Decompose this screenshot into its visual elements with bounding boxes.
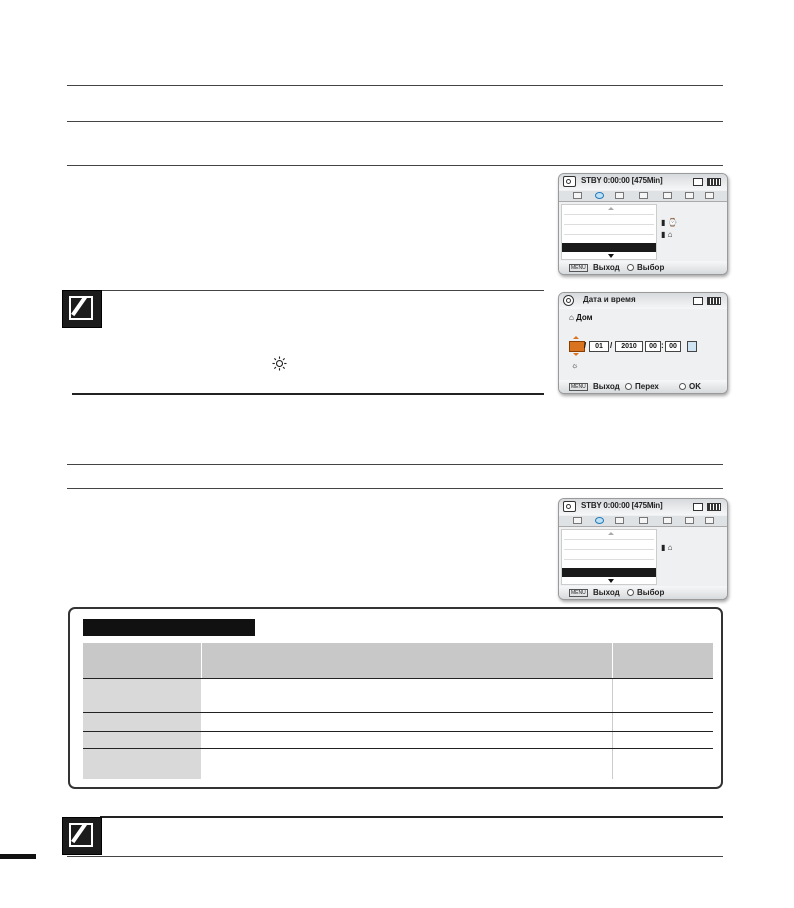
- memory-card-icon: [693, 297, 703, 305]
- tab-settings-icon[interactable]: [595, 192, 604, 199]
- menu-key[interactable]: MENU: [571, 265, 586, 271]
- tab-icon[interactable]: [573, 517, 582, 524]
- lcd-status-bar: [559, 499, 727, 515]
- select-label: Выбор: [637, 263, 665, 272]
- move-label: Перех: [635, 382, 659, 391]
- lcd-status-text: STBY 0:00:00 [475Min]: [581, 501, 663, 510]
- home-icon: ▮ ⌂: [661, 543, 673, 552]
- lcd-screen-date-time: Дата и время ⌂ Дом / 01 / 2010 00 : 00 ☼ MENU Выход Перех OK: [558, 292, 728, 394]
- row-key-cell: [83, 732, 202, 749]
- note2-rule-top: [100, 816, 723, 818]
- lcd-menu-list: [561, 529, 657, 585]
- home-icon: ▮ ⌂: [661, 230, 673, 239]
- exit-label: Выход: [593, 588, 620, 597]
- lcd-menu-tabs: [559, 516, 727, 527]
- home-icon: ⌂: [569, 313, 577, 322]
- lcd-screen-menu-2: [558, 498, 728, 600]
- tab-icon[interactable]: [685, 517, 694, 524]
- clock-icon: ▮ ⌚: [661, 218, 678, 227]
- minute-field[interactable]: 00: [665, 341, 681, 352]
- summer-time-icon-small: ☼: [571, 361, 579, 370]
- row-value-cell: [202, 749, 613, 779]
- summer-time-icon: [272, 356, 287, 371]
- row-extra-cell: [613, 749, 714, 779]
- rule-1: [67, 85, 723, 86]
- tab-icon[interactable]: [663, 517, 672, 524]
- memory-card-icon: [693, 503, 703, 511]
- options-table: [83, 643, 713, 779]
- tab-icon[interactable]: [705, 517, 714, 524]
- table-row: [83, 713, 713, 732]
- lcd-screen-menu-1: [558, 173, 728, 275]
- battery-icon: [707, 178, 721, 186]
- rule-3: [67, 165, 723, 166]
- tab-settings-icon[interactable]: [595, 517, 604, 524]
- table-row: [83, 732, 713, 749]
- header-cell: [83, 643, 202, 679]
- row-value-cell: [202, 679, 613, 713]
- rule-4: [67, 464, 723, 465]
- note-pencil-icon-2: [62, 817, 102, 855]
- table-title-bar: [83, 619, 255, 636]
- tab-icon[interactable]: [615, 517, 624, 524]
- month-field[interactable]: [569, 341, 585, 352]
- row-value-cell: [202, 732, 613, 749]
- scroll-down-icon[interactable]: [608, 579, 614, 583]
- rule-5: [67, 488, 723, 489]
- lcd-menu-list: [561, 204, 657, 260]
- page-edge-marker: [0, 854, 36, 859]
- menu-key[interactable]: MENU: [571, 384, 586, 390]
- scroll-down-icon[interactable]: [608, 254, 614, 258]
- date-arrow-up-icon: [573, 336, 579, 339]
- battery-icon: [707, 503, 721, 511]
- rule-6: [67, 856, 723, 857]
- tab-icon[interactable]: [639, 517, 648, 524]
- menu-item-selected[interactable]: [562, 243, 656, 252]
- ok-dial-icon[interactable]: [679, 383, 686, 390]
- exit-label: Выход: [593, 382, 620, 391]
- menu-key[interactable]: MENU: [571, 590, 586, 596]
- lcd-menu-tabs: [559, 191, 727, 202]
- tab-icon[interactable]: [705, 192, 714, 199]
- row-extra-cell: [613, 713, 714, 732]
- lcd-bottom-bar: [559, 586, 727, 599]
- tab-icon[interactable]: [685, 192, 694, 199]
- lcd-title-bar: [559, 293, 727, 309]
- tab-icon[interactable]: [663, 192, 672, 199]
- location-label: Дом: [576, 313, 593, 322]
- row-extra-cell: [613, 732, 714, 749]
- date-arrow-down-icon: [573, 353, 579, 356]
- move-dial-icon[interactable]: [625, 383, 632, 390]
- day-field[interactable]: 01: [589, 341, 609, 352]
- note-rule-top: [100, 290, 544, 291]
- lcd-status-bar: [559, 174, 727, 190]
- lcd-bottom-bar: [559, 380, 727, 393]
- menu-item-selected[interactable]: [562, 568, 656, 577]
- ok-label: OK: [689, 382, 701, 391]
- tab-icon[interactable]: [573, 192, 582, 199]
- row-key-cell: [83, 679, 202, 713]
- scroll-up-icon[interactable]: [608, 532, 614, 535]
- row-key-cell: [83, 749, 202, 779]
- note-rule-bottom: [72, 393, 544, 395]
- options-table-box: [68, 607, 723, 789]
- table-row: [83, 749, 713, 779]
- note-pencil-icon: [62, 290, 102, 328]
- scroll-up-icon[interactable]: [608, 207, 614, 210]
- tab-icon[interactable]: [615, 192, 624, 199]
- row-extra-cell: [613, 679, 714, 713]
- settings-icon: [563, 295, 574, 306]
- select-label: Выбор: [637, 588, 665, 597]
- battery-icon: [707, 297, 721, 305]
- summer-time-toggle-icon[interactable]: [687, 341, 697, 352]
- camera-mode-icon: [563, 176, 576, 187]
- memory-card-icon: [693, 178, 703, 186]
- home-location: [569, 313, 593, 322]
- camera-mode-icon: [563, 501, 576, 512]
- row-key-cell: [83, 713, 202, 732]
- rule-2: [67, 121, 723, 122]
- select-dial-icon[interactable]: [627, 264, 634, 271]
- header-cell: [202, 643, 613, 679]
- hour-field[interactable]: 00: [645, 341, 661, 352]
- lcd-bottom-bar: [559, 261, 727, 274]
- select-dial-icon[interactable]: [627, 589, 634, 596]
- lcd-title: Дата и время: [583, 295, 636, 304]
- exit-label: Выход: [593, 263, 620, 272]
- year-field[interactable]: 2010: [615, 341, 643, 352]
- tab-icon[interactable]: [639, 192, 648, 199]
- header-cell: [613, 643, 714, 679]
- row-value-cell: [202, 713, 613, 732]
- table-row: [83, 679, 713, 713]
- lcd-status-text: STBY 0:00:00 [475Min]: [581, 176, 663, 185]
- table-header-row: [83, 643, 713, 679]
